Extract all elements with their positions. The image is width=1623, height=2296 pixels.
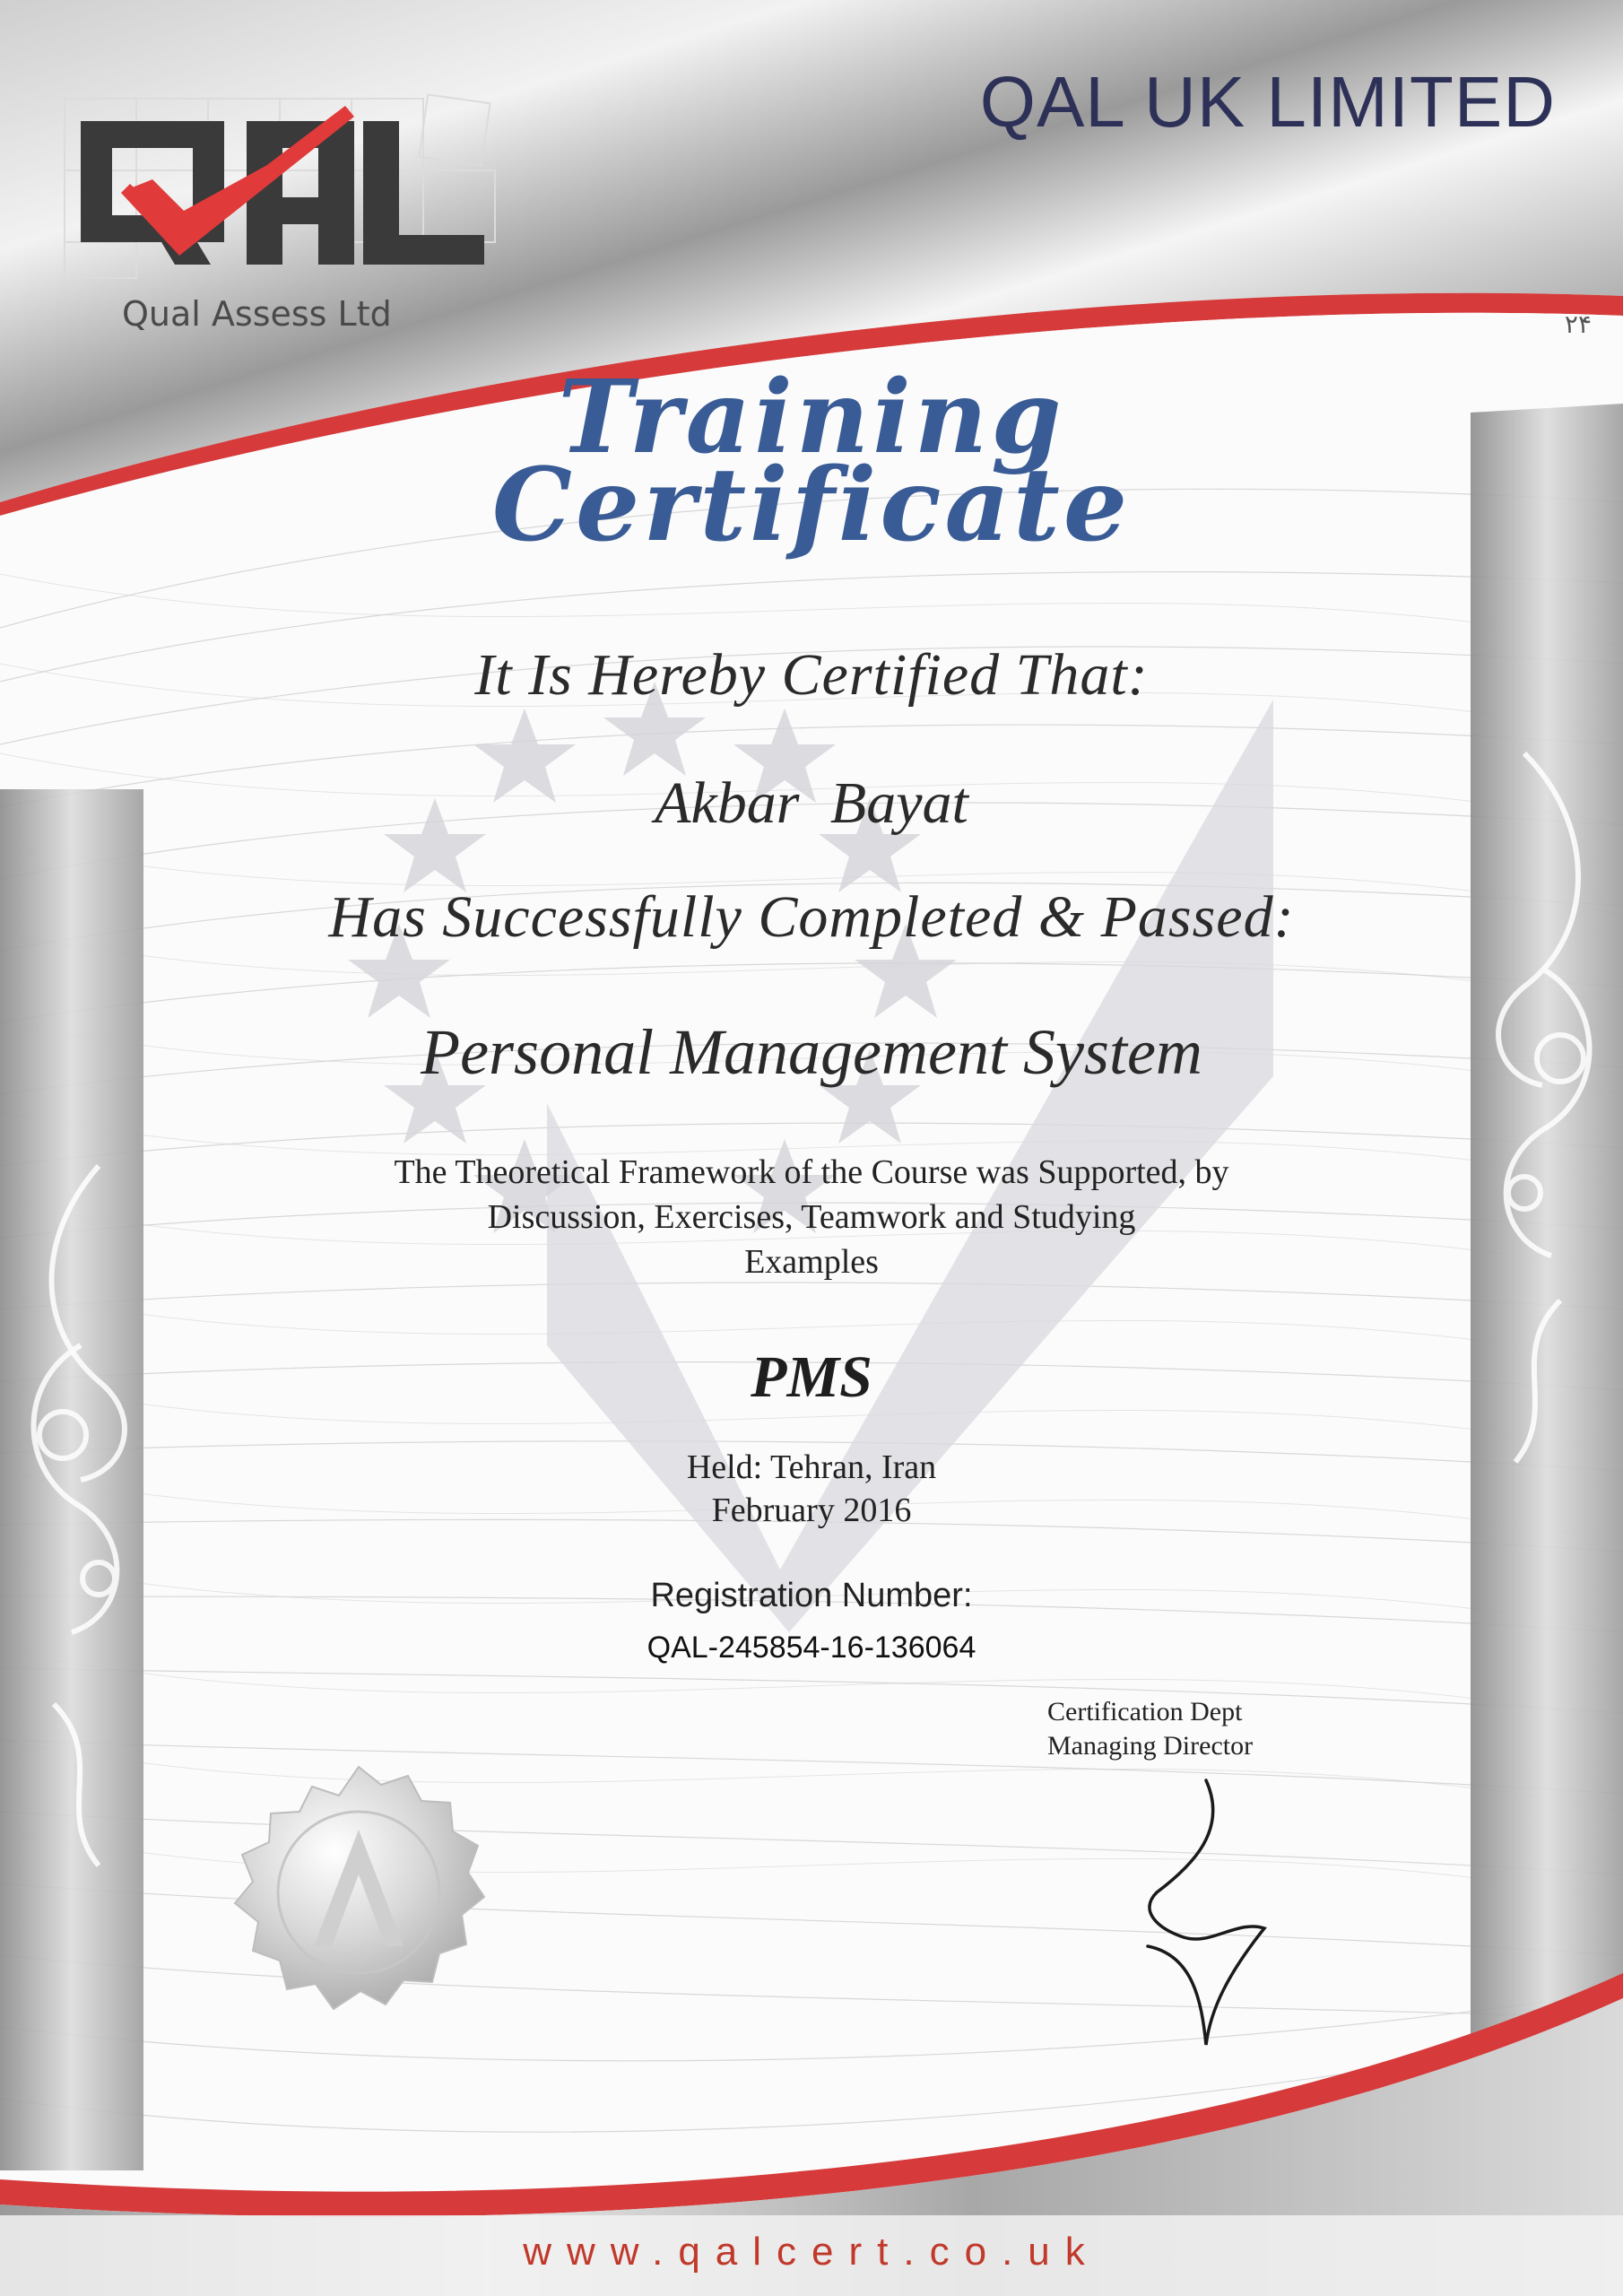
course-code: PMS xyxy=(751,1344,872,1410)
registration-label: Registration Number: xyxy=(650,1577,973,1614)
signatory-block xyxy=(1047,1695,1253,1763)
certificate-title-line2: Certificate xyxy=(491,447,1132,564)
course-description-line: The Theoretical Framework of the Course was Supported, by xyxy=(394,1153,1229,1191)
course-name: Personal Management System xyxy=(421,1016,1202,1088)
course-description-line: Discussion, Exercises, Teamwork and Studying xyxy=(487,1198,1136,1236)
certified-intro: It Is Hereby Certified That: xyxy=(474,642,1149,708)
certificate-title-line1: Training xyxy=(558,359,1065,476)
completed-statement: Has Successfully Completed & Passed: xyxy=(328,884,1295,950)
held-details xyxy=(0,1446,1623,1532)
course-description-line: Examples xyxy=(744,1243,879,1281)
registration-number: QAL-245854-16-136064 xyxy=(647,1631,976,1665)
signatory-title: Managing Director xyxy=(1047,1731,1254,1761)
signatory-dept: Certification Dept xyxy=(1047,1697,1243,1726)
website-url: www.qalcert.co.uk xyxy=(523,2230,1100,2274)
recipient-name: Akbar Bayat xyxy=(655,770,968,836)
handwritten-page-number: ۲۴ xyxy=(1564,309,1592,339)
course-description xyxy=(0,1150,1623,1284)
company-name: QAL UK LIMITED xyxy=(979,62,1556,142)
logo-subtitle: Qual Assess Ltd xyxy=(122,294,392,334)
held-location: Held: Tehran, Iran xyxy=(686,1448,937,1486)
held-date: February 2016 xyxy=(711,1492,912,1529)
